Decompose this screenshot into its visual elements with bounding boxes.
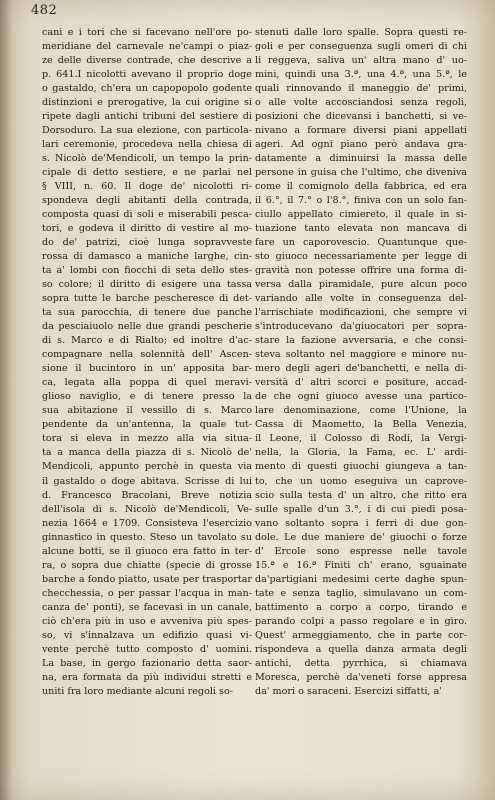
text-line: versità d' altri scorci e positure, accad- xyxy=(255,377,467,389)
text-line: barche a fondo piatto, usate per trasportar xyxy=(42,573,252,585)
text-line: tori, e godeva il diritto di vestire al mo- xyxy=(42,223,252,235)
text-line: cipale di detto sestiere, e ne parlai nel xyxy=(42,167,252,179)
text-line: lare denominazione, come l'Unione, la xyxy=(255,405,467,417)
text-line: il gastaldo o doge abitava. Scrisse di lui xyxy=(42,475,252,487)
text-line: so colore; il diritto di esigere una tassa xyxy=(42,279,252,291)
text-line: sulle spalle d'un 3.°, i di cui piedi posa- xyxy=(255,503,467,515)
text-line: mero degli ageri de'banchetti, e nella di- xyxy=(255,363,467,375)
text-line: sua abitazione il vessillo di s. Marco xyxy=(42,405,252,417)
text-line: dell'isola di s. Nicolò de'Mendicoli, Ve- xyxy=(42,503,252,515)
text-line: checchessia, o per passar l'acqua in man- xyxy=(42,587,252,599)
text-line: nella, la Gloria, la Fama, ec. L' ardi- xyxy=(255,447,467,459)
text-line: ginnastico in questo. Steso un tavolato su xyxy=(42,531,252,543)
text-line: datamente a diminuirsi la massa delle xyxy=(255,153,467,165)
text-line: gravità non potesse offrire una forma di- xyxy=(255,265,467,277)
text-line: to, che un uomo eseguiva un caprove- xyxy=(255,475,467,487)
text-line: stare la fazione avversaria, e che consi- xyxy=(255,335,467,347)
text-line: composta quasi di soli e miserabili pesca- xyxy=(42,209,252,221)
text-line: scio sulla testa d' un altro, che ritto era xyxy=(255,489,467,501)
text-line: il Leone, il Colosso di Rodi, la Vergi- xyxy=(255,433,467,445)
text-line: s. Nicolò de'Mendicoli, un tempo la prin- xyxy=(42,153,252,165)
text-line: antichi, detta pyrrhica, si chiamava xyxy=(255,657,467,669)
text-line: distinzioni e prerogative, la cui origine si xyxy=(42,97,252,109)
page-spine-shadow xyxy=(0,0,12,800)
text-line: o gastaldo, ch'era un capopopolo godente xyxy=(42,83,252,95)
text-line: persone in guisa che l'ultimo, che diveniva xyxy=(255,167,467,179)
text-line: di s. Marco e di Rialto; ed inoltre d'ac- xyxy=(42,335,252,347)
text-line: na, era formata da più individui stretti e xyxy=(42,671,252,683)
text-line: compagnare nella solennità dell' Ascen- xyxy=(42,349,252,361)
text-line: canza de' ponti), se facevasi in un canale, xyxy=(42,601,252,613)
text-line: mini, quindi una 3.ª, una 4.ª, una 5.ª, le xyxy=(255,69,467,81)
text-line: La base, in gergo fazionario detta saor- xyxy=(42,657,252,669)
text-line: cani e i tori che si facevano nell'ore po- xyxy=(42,27,252,38)
left-text-column xyxy=(42,26,252,699)
text-line: p. 641.I nicolotti avevano il proprio doge xyxy=(42,69,252,81)
text-line: alcune botti, se il giuoco era fatto in ter- xyxy=(42,545,252,557)
text-line: ze delle diverse contrade, che descrive a xyxy=(42,55,252,67)
text-line: meridiane del carnevale ne'campi o piaz- xyxy=(42,41,252,53)
text-line: parando colpi a passo regolare e in giro. xyxy=(255,615,467,627)
text-line: tuazione tanto elevata non mancava di xyxy=(255,223,467,235)
text-line: § VIII, n. 60. Il doge de' nicolotti ri- xyxy=(42,181,252,193)
text-line: da'partigiani medesimi certe daghe spun- xyxy=(255,573,467,585)
text-line: ca, legata alla poppa di quel meravi- xyxy=(42,377,252,389)
text-line: 15.ª e 16.ª Finiti ch' erano, sguainate xyxy=(255,559,467,571)
text-line: ra, o sopra due chiatte (specie di grosse xyxy=(42,559,252,571)
text-line: o alle volte accosciandosi senza regoli, xyxy=(255,97,467,109)
text-line: sopra tutte le barche pescheresce di det- xyxy=(42,293,252,305)
text-line: ageri. Ad ogni piano però andava gra- xyxy=(255,139,467,151)
text-line: d' Ercole sono espresse nelle tavole xyxy=(255,545,467,557)
text-line: posizioni che dicevansi i banchetti, si ve- xyxy=(255,111,467,123)
text-line: stenuti dalle loro spalle. Sopra questi re- xyxy=(255,27,467,38)
text-line: il 6.°, il 7.° o l'8.°, finiva con un solo fan- xyxy=(255,195,467,207)
text-line: rossa di damasco a maniche larghe, cin- xyxy=(42,251,252,263)
text-line: fare un caporovescio. Quantunque que- xyxy=(255,237,467,249)
text-line: do de' patrizi, cioè lunga sopravveste xyxy=(42,237,252,249)
text-line: uniti fra loro mediante alcuni regoli so- xyxy=(42,685,233,697)
text-line: spondeva degli abitanti della contrada, xyxy=(42,195,252,207)
text-line: li reggeva, saliva un' altra mano d' uo- xyxy=(255,55,467,67)
text-line: s'introducevano da'giuocatori per sopra- xyxy=(255,321,467,333)
page-number: 482 xyxy=(31,3,58,18)
text-line: l'arrischiate modificazioni, che sempre vi xyxy=(255,307,467,319)
text-line: ciullo appellato cimiereto, il quale in si- xyxy=(255,209,467,221)
text-line: lari ceremonie, procedeva nella chiesa di xyxy=(42,139,252,151)
text-line: dole. Le due maniere de' giuochi o forze xyxy=(255,531,467,543)
text-line: Mendicoli, appunto perchè in questa via xyxy=(42,461,252,473)
text-line: tora si eleva in mezzo alla via situa- xyxy=(42,433,252,445)
text-line: Cassa di Maometto, la Bella Venezia, xyxy=(255,419,467,431)
text-line: d. Francesco Bracolani, Breve notizia xyxy=(42,489,252,501)
text-line: goli e per conseguenza sugli omeri di chi xyxy=(255,41,467,53)
text-line: Quest' armeggiamento, che in parte cor- xyxy=(255,629,467,641)
text-line: tate e senza taglio, simulavano un com- xyxy=(255,587,467,599)
text-line: steva soltanto nel maggiore e minore nu- xyxy=(255,349,467,361)
text-line: nivano a formare diversi piani appellati xyxy=(255,125,467,137)
text-line: battimento a corpo a corpo, tirando e xyxy=(255,601,467,613)
text-line: glioso naviglio, e di tenere presso la xyxy=(42,391,252,403)
text-line: ciò ch'era più in uso e avveniva più spes- xyxy=(42,615,252,627)
text-line: quali rinnovando il maneggio de' primi, xyxy=(255,83,467,95)
text-line: Moresca, perchè da'veneti forse appresa xyxy=(255,671,467,683)
text-line: pendente da un'antenna, la quale tut- xyxy=(42,419,252,431)
text-line: ta a manca della piazza di s. Nicolò de' xyxy=(42,447,252,459)
right-text-column xyxy=(255,26,467,699)
text-line: vano soltanto sopra i ferri di due gon- xyxy=(255,517,467,529)
text-line: mento di questi giuochi giungeva a tan- xyxy=(255,461,467,473)
text-line: Dorsoduro. La sua elezione, con particola- xyxy=(42,125,252,137)
text-line: da' mori o saraceni. Esercizi siffatti, a' xyxy=(255,685,442,697)
text-line: ta a' lombi con fiocchi di seta dello stes- xyxy=(42,265,252,277)
text-line: come il comignolo della fabbrica, ed era xyxy=(255,181,467,193)
text-line: da pesciaiuolo nelle due grandi pescherie xyxy=(42,321,252,333)
text-line: ripete dagli antichi tribuni del sestiere di xyxy=(42,111,252,123)
text-line: so, vi s'innalzava un edifizio quasi vi- xyxy=(42,629,252,641)
text-line: nezia 1664 e 1709. Consisteva l'esercizio xyxy=(42,517,252,529)
text-line: sione il bucintoro in un' apposita bar- xyxy=(42,363,252,375)
text-line: rispondeva a quella danza armata degli xyxy=(255,643,467,655)
text-line: de che ogni giuoco avesse una partico- xyxy=(255,391,467,403)
text-line: ta sua parocchia, di tenere due panche xyxy=(42,307,252,319)
text-line: versa dalla piramidale, pure alcun poco xyxy=(255,279,467,291)
text-line: variando alle volte in conseguenza del- xyxy=(255,293,467,305)
text-line: vente perchè tutto composto d' uomini. xyxy=(42,643,252,655)
text-line: sto giuoco necessariamente per legge di xyxy=(255,251,467,263)
